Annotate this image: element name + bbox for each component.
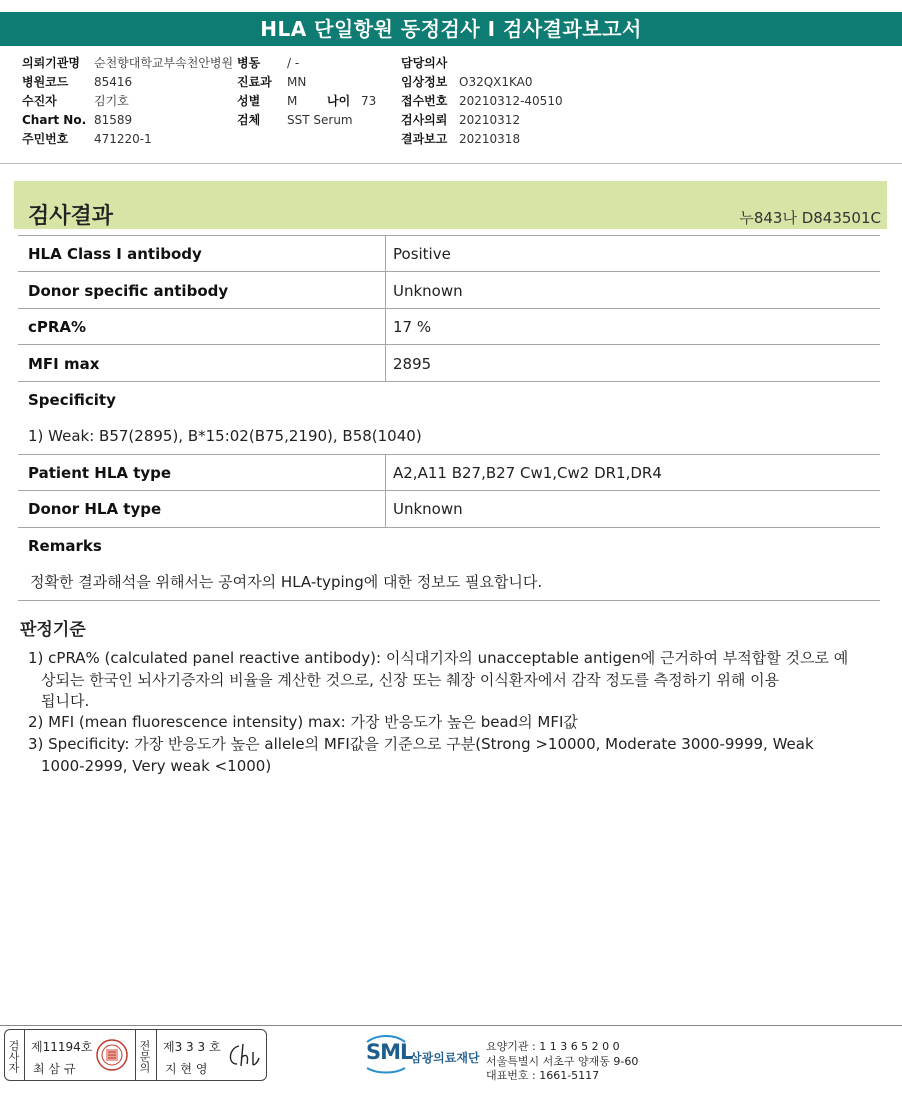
specialist-license: 제3 3 3 호 [163,1040,221,1054]
criteria-line: 1) cPRA% (calculated panel reactive antibody): 이식대기자의 unacceptable antigen에 근거하여 부적합할 것으로 예 [28,649,849,667]
table-line [18,600,880,601]
seal-icon [95,1038,129,1072]
divider [0,163,902,164]
specialist-name: 지 현 영 [165,1062,208,1076]
org-code: 요양기관 : 1 1 3 6 5 2 0 0 [486,1040,620,1053]
receipt-label: 접수번호 [401,94,448,108]
criteria-title: 판정기준 [20,620,86,640]
report-label: 결과보고 [401,132,448,146]
specimen-value: SST Serum [287,113,353,127]
table-line [18,271,880,272]
row-label-dsa: Donor specific antibody [28,282,229,300]
criteria-line: 2) MFI (mean fluorescence intensity) max: 가장 반응도가 높은 bead의 MFI값 [28,713,578,731]
row-value-dsa: Unknown [393,282,463,300]
institution-label: 의뢰기관명 [22,56,80,70]
specialist-label: 전문의 [138,1039,151,1073]
signature-icon [223,1040,263,1072]
table-line [18,344,880,345]
box-divider [156,1030,157,1080]
row-label-patient-hla: Patient HLA type [28,464,172,482]
table-line [18,308,880,309]
row-value-cpra: 17 % [393,318,432,336]
id-value: 471220-1 [94,132,152,146]
hospital-code-label: 병원코드 [22,75,69,89]
table-divider [385,235,386,381]
chart-value: 81589 [94,113,133,127]
ward-value: / - [287,56,300,70]
criteria-line: 1000-2999, Very weak <1000) [41,757,272,775]
ward-label: 병동 [237,56,261,70]
box-divider [135,1030,136,1080]
table-line [18,490,880,491]
id-label: 주민번호 [22,132,69,146]
box-divider [24,1030,25,1080]
specificity-label: Specificity [28,391,116,409]
sex-value: M [287,94,298,108]
row-label-donor-hla: Donor HLA type [28,500,162,518]
request-label: 검사의뢰 [401,113,448,127]
row-label-hla-class: HLA Class Ⅰ antibody [28,245,202,263]
remarks-value: 정확한 결과해석을 위해서는 공여자의 HLA-typing에 대한 정보도 필요합니다. [30,573,543,591]
dept-label: 진료과 [237,75,272,89]
row-value-hla-class: Positive [393,245,451,263]
remarks-label: Remarks [28,537,102,555]
patient-label: 수진자 [22,94,57,108]
report-value: 20210318 [459,132,521,146]
org-name: 삼광의료재단 [410,1051,480,1065]
table-line [18,381,880,382]
specificity-value: 1) Weak: B57(2895), B*15:02(B75,2190), B58(1040) [28,427,422,445]
results-title: 검사결과 [28,204,114,229]
examiner-license: 제11194호 [31,1040,93,1054]
table-line [18,527,880,528]
examiner-name: 최 삼 규 [33,1062,76,1076]
row-label-cpra: cPRA% [28,318,87,336]
receipt-value: 20210312-40510 [459,94,563,108]
age-label: 나이 [327,94,351,108]
signature-box [4,1029,267,1081]
report-title: HLA 단일항원 동정검사 I 검사결과보고서 [0,12,902,46]
footer-divider [0,1025,902,1026]
results-code: 누843나 D843501C [739,209,881,227]
criteria-line: 3) Specificity: 가장 반응도가 높은 allele의 MFI값을 기준으로 구분(Strong >10000, Moderate 3000-9999, Weak [28,735,814,753]
specimen-label: 검체 [237,113,261,127]
sex-label: 성별 [237,94,261,108]
row-label-mfi: MFI max [28,355,100,373]
org-address: 서울특별시 서초구 양재동 9-60 [486,1055,639,1068]
row-value-mfi: 2895 [393,355,432,373]
age-value: 73 [361,94,377,108]
criteria-line: 됩니다. [41,692,90,710]
hospital-code-value: 85416 [94,75,133,89]
examiner-label: 검사자 [7,1039,20,1073]
org-phone: 대표번호 : 1661-5117 [486,1069,600,1082]
row-value-donor-hla: Unknown [393,500,463,518]
org-logo: SML [366,1040,413,1064]
criteria-line: 상되는 한국인 뇌사기증자의 비율을 계산한 것으로, 신장 또는 췌장 이식환자에서 감작 정도를 측정하기 위해 이용 [41,671,780,689]
chart-label: Chart No. [22,113,87,127]
institution-value: 순천향대학교부속천안병원 [94,56,234,70]
clinical-value: O32QX1KA0 [459,75,533,89]
table-line [18,235,880,236]
clinical-label: 임상정보 [401,75,448,89]
doctor-label: 담당의사 [401,56,448,70]
request-value: 20210312 [459,113,521,127]
patient-value: 김기호 [94,94,129,108]
table-divider [385,454,386,527]
dept-value: MN [287,75,307,89]
table-line [18,454,880,455]
logo-arc-icon [363,1034,409,1074]
row-value-patient-hla: A2,A11 B27,B27 Cw1,Cw2 DR1,DR4 [393,464,662,482]
results-header [14,181,887,229]
